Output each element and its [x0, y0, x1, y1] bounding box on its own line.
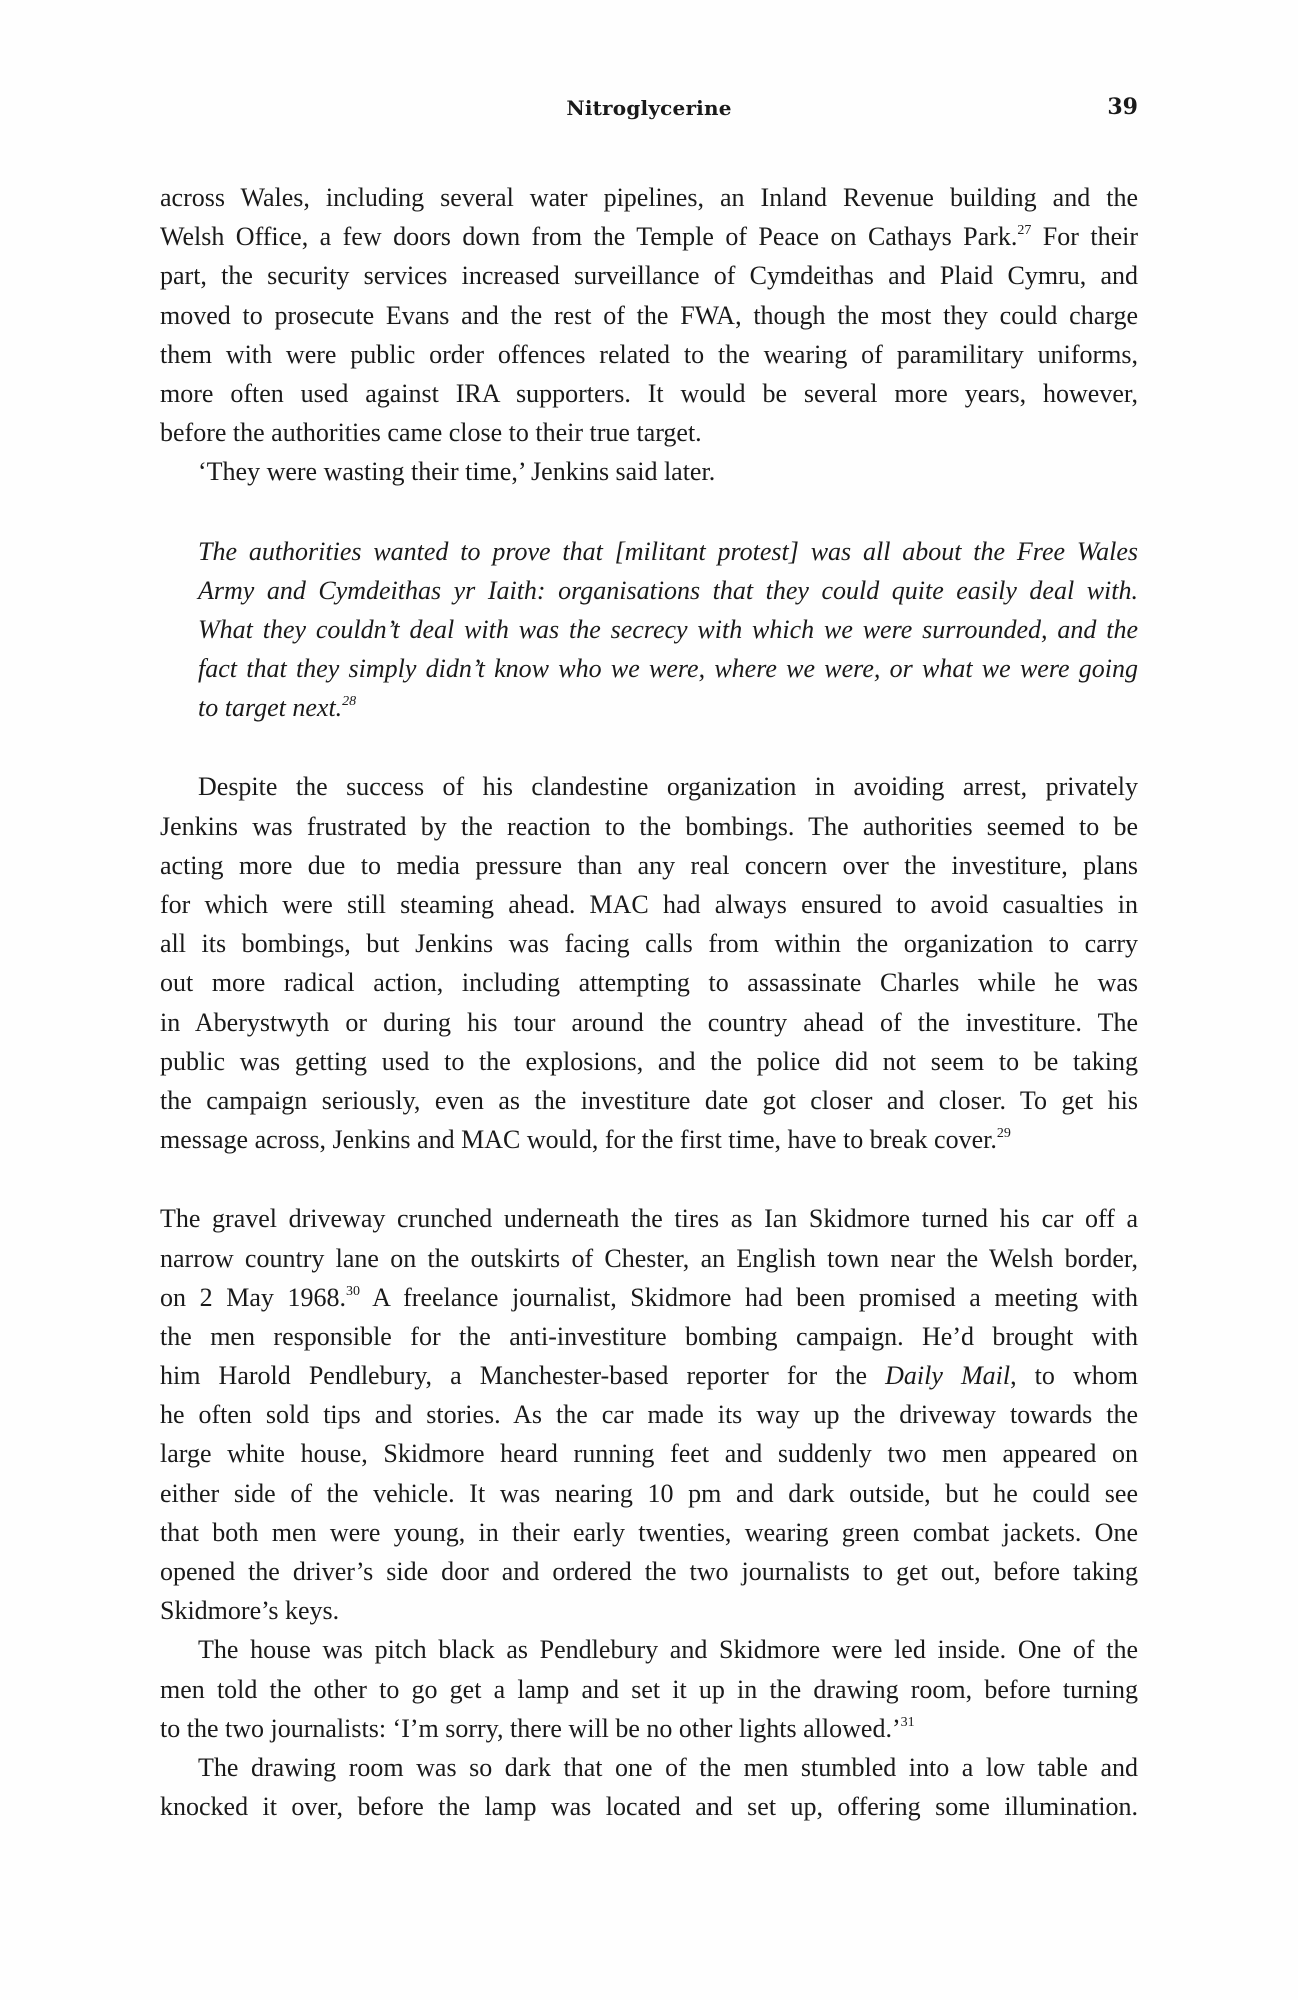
- publication-title: Daily Mail: [885, 1361, 1011, 1391]
- paragraph: [160, 452, 1138, 491]
- text-line: [160, 1120, 1138, 1159]
- paragraph: [160, 1199, 1138, 1630]
- text-line: the men responsible for the anti-investiture bombing campaign. He’d brought with: [160, 1321, 1138, 1351]
- text-span: A freelance journalist, Skidmore had been promised a meeting with: [360, 1282, 1138, 1312]
- text-line: The house was pitch black as Pendlebury and Skidmore were led inside. One of the: [198, 1635, 1138, 1665]
- text-span: him Harold Pendlebury, a Manchester-based reporter for the: [160, 1361, 886, 1391]
- text-line: narrow country lane on the outskirts of Chester, an English town near the Welsh border,: [160, 1243, 1138, 1273]
- text-line: he often sold tips and stories. As the car made its way up the driveway towards the: [160, 1400, 1138, 1430]
- text-line: [160, 1356, 1138, 1395]
- text-line: that both men were young, in their early twenties, wearing green combat jackets. One: [160, 1517, 1138, 1547]
- text-line: for which were still steaming ahead. MAC had always ensured to avoid casualties in: [160, 890, 1138, 919]
- footnote-marker[interactable]: 31: [900, 1714, 915, 1730]
- quote-line: Army and Cymdeithas yr Iaith: organisations that they could quite easily deal with.: [198, 575, 1138, 605]
- text-span: For their: [1031, 222, 1138, 252]
- text-line: more often used against IRA supporters. It would be several more years, however,: [160, 378, 1138, 408]
- spacer: [160, 727, 1138, 767]
- footnote-marker[interactable]: 29: [996, 1126, 1011, 1142]
- text-span: to target next.: [198, 693, 343, 723]
- text-line: knocked it over, before the lamp was located and set up, offering some illumination.: [160, 1792, 1138, 1822]
- quote-line: fact that they simply didn’t know who we were, where we were, or what we were going: [198, 654, 1138, 684]
- text-line: them with were public order offences related to the wearing of paramilitary uniforms,: [160, 339, 1138, 369]
- text-line: part, the security services increased surveillance of Cymdeithas and Plaid Cymru, and: [160, 261, 1138, 291]
- footnote-marker[interactable]: 28: [342, 694, 357, 710]
- text-span: message across, Jenkins and MAC would, for the first time, have to break cover.: [160, 1125, 997, 1155]
- text-line: either side of the vehicle. It was nearing 10 pm and dark outside, but he could see: [160, 1478, 1138, 1508]
- text-line: ‘They were wasting their time,’ Jenkins said later.: [198, 457, 716, 487]
- quote-line: What they couldn’t deal with was the secrecy with which we were surrounded, and the: [198, 614, 1138, 644]
- spacer: [160, 492, 1138, 532]
- text-line: across Wales, including several water pipelines, an Inland Revenue building and the: [160, 183, 1138, 212]
- text-line: [160, 217, 1138, 256]
- footnote-marker[interactable]: 27: [1017, 223, 1032, 239]
- paragraph: [160, 1748, 1138, 1826]
- text-line: [160, 1709, 1138, 1748]
- text-line: Jenkins was frustrated by the reaction to the bombings. The authorities seemed to be: [160, 811, 1138, 841]
- paragraph: [160, 178, 1138, 452]
- text-line: before the authorities came close to their true target.: [160, 418, 702, 448]
- footnote-marker[interactable]: 30: [346, 1283, 360, 1299]
- page-body: [160, 178, 1138, 1826]
- text-span: on 2 May 1968.: [160, 1282, 346, 1312]
- page-number: 39: [1107, 94, 1138, 120]
- text-line: all its bombings, but Jenkins was facing calls from within the organization to carry: [160, 929, 1138, 959]
- text-line: Despite the success of his clandestine organization in avoiding arrest, privately: [198, 772, 1138, 802]
- text-line: The gravel driveway crunched underneath the tires as Ian Skidmore turned his car off a: [160, 1204, 1138, 1234]
- text-line: the campaign seriously, even as the investiture date got closer and closer. To get his: [160, 1085, 1138, 1115]
- section-break: [160, 1159, 1138, 1199]
- running-header: [160, 92, 1138, 128]
- text-line: acting more due to media pressure than any real concern over the investiture, plans: [160, 850, 1138, 880]
- text-line: The drawing room was so dark that one of the men stumbled into a low table and: [198, 1752, 1138, 1782]
- text-line: moved to prosecute Evans and the rest of the FWA, though the most they could charge: [160, 300, 1138, 330]
- text-line: men told the other to go get a lamp and set it up in the drawing room, before turning: [160, 1674, 1138, 1704]
- text-line: in Aberystwyth or during his tour around the country ahead of the investiture. The: [160, 1007, 1138, 1037]
- chapter-title: Nitroglycerine: [566, 96, 732, 120]
- text-span: Welsh Office, a few doors down from the Temple of Peace on Cathays Park.: [160, 222, 1018, 252]
- paragraph: [160, 1630, 1138, 1748]
- text-span: , to whom: [1010, 1361, 1138, 1391]
- quote-line: [198, 688, 1138, 727]
- text-line: Skidmore’s keys.: [160, 1596, 340, 1626]
- text-span: to the two journalists: ‘I’m sorry, there will be no other lights allowed.’: [160, 1713, 901, 1743]
- text-line: public was getting used to the explosions, and the police did not seem to be taking: [160, 1046, 1138, 1076]
- text-line: out more radical action, including attempting to assassinate Charles while he was: [160, 968, 1138, 998]
- quote-line: The authorities wanted to prove that [militant protest] was all about the Free Wales: [198, 536, 1138, 566]
- text-line: [160, 1278, 1138, 1317]
- text-line: large white house, Skidmore heard running feet and suddenly two men appeared on: [160, 1439, 1138, 1469]
- text-line: opened the driver’s side door and ordered the two journalists to get out, before taking: [160, 1557, 1138, 1586]
- paragraph: [160, 767, 1138, 1159]
- block-quote: [160, 532, 1138, 728]
